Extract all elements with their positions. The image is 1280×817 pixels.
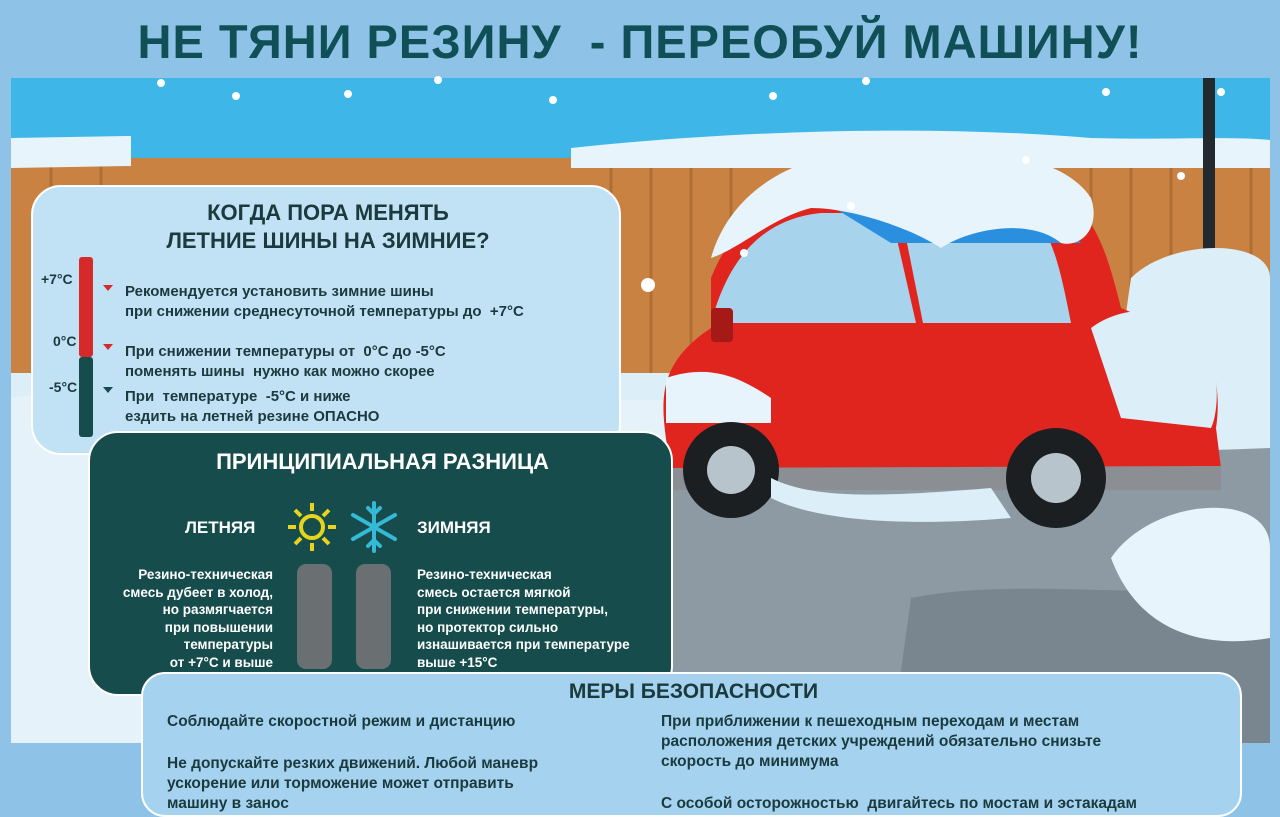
summer-tire-label: ЛЕТНЯЯ xyxy=(185,518,256,537)
scale-label-minus5: -5°C xyxy=(49,379,78,395)
safety-tip-crossings: При приближении к пешеходным переходам и местам расположения детских учреждений обязательно снизьте скорость до минимума xyxy=(661,713,1102,770)
rule-plus7: Рекомендуется установить зимние шины при снижении среднесуточной температуры до +7°C xyxy=(125,283,524,320)
safety-tip-sudden-moves: Не допускайте резких движений. Любой маневр ускорение или торможение может отправить машину в занос xyxy=(167,755,539,812)
difference-panel xyxy=(88,431,673,696)
poster-title: НЕ ТЯНИ РЕЗИНУ - ПЕРЕОБУЙ МАШИНУ! xyxy=(137,15,1143,68)
safety-measures-panel xyxy=(141,672,1242,817)
sun-icon xyxy=(288,503,336,551)
scale-label-zero: 0°C xyxy=(53,333,77,349)
summer-tire-icon xyxy=(297,564,332,669)
winter-tire-icon xyxy=(356,564,391,669)
difference-heading: ПРИНЦИПИАЛЬНАЯ РАЗНИЦА xyxy=(216,449,549,474)
safety-tip-bridges: С особой осторожностью двигайтесь по мостам и эстакадам xyxy=(661,795,1137,812)
when-to-change-panel xyxy=(31,185,621,455)
safety-heading: МЕРЫ БЕЗОПАСНОСТИ xyxy=(568,680,819,703)
when-heading: КОГДА ПОРА МЕНЯТЬ ЛЕТНИЕ ШИНЫ НА ЗИМНИЕ? xyxy=(166,200,490,253)
snowflake-icon xyxy=(353,503,395,551)
scale-label-plus7: +7°C xyxy=(41,271,73,287)
winter-street-scene xyxy=(11,78,1270,812)
winter-tire-label: ЗИМНЯЯ xyxy=(417,518,491,537)
rule-zero-to-minus5: При снижении температуры от 0°C до -5°C поменять шины нужно как можно скорее xyxy=(125,343,446,380)
summer-tire-description: Резино-техническая смесь дубеет в холод, но размягчается при повышении температуры от +7°C и выше xyxy=(122,567,273,670)
safety-tip-speed: Соблюдайте скоростной режим и дистанцию xyxy=(167,713,516,730)
winter-tire-description: Резино-техническая смесь остается мягкой при снижении температуры, но протектор сильно изнашивается при температуре выше +15°C xyxy=(417,567,630,670)
rule-below-minus5: При температуре -5°C и ниже ездить на летней резине ОПАСНО xyxy=(125,388,380,425)
